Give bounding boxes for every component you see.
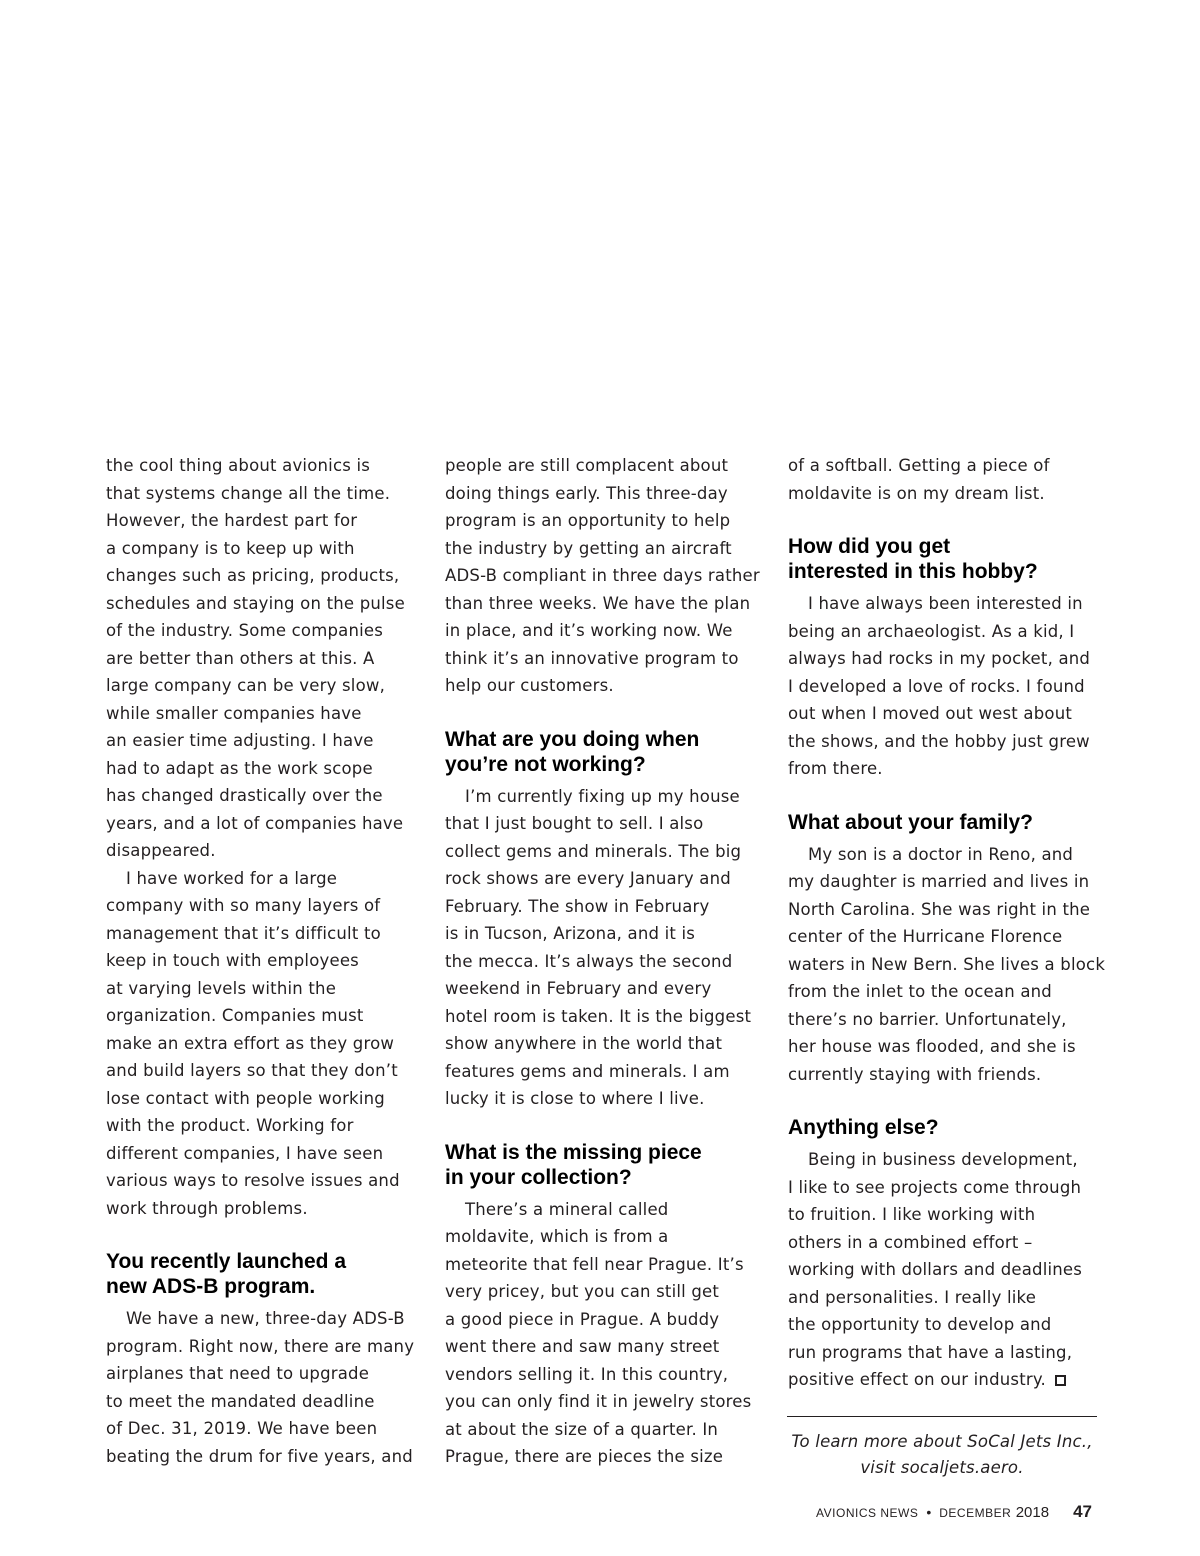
end-mark-square-icon [1055, 1375, 1066, 1386]
text-line: moldavite, which is from a [445, 1227, 669, 1246]
heading-line: How did you get [788, 535, 951, 558]
article-column-3 [788, 452, 1106, 1394]
heading-line: Anything else? [788, 1116, 939, 1139]
text-line: different companies, I have seen [106, 1143, 384, 1163]
text-line: lucky it is close to where I live. [445, 1089, 705, 1108]
text-line: show anywhere in the world that [445, 1034, 723, 1053]
text-line: schedules and staying on the pulse [106, 593, 405, 613]
text-line: currently staying with friends. [788, 1064, 1042, 1084]
text-line: of the industry. Some companies [106, 621, 384, 640]
text-line: center of the Hurricane Florence [788, 927, 1063, 946]
heading-line: in your collection? [445, 1165, 632, 1189]
heading-line: You recently launched a [106, 1250, 347, 1273]
text-line: beating the drum for five years, and [106, 1446, 413, 1466]
bullet-separator: • [926, 1504, 932, 1520]
page-footer [816, 1502, 1092, 1522]
article-column-1 [106, 452, 416, 1470]
text-line: in place, and it’s working now. We [445, 621, 733, 640]
heading-line: interested in this hobby? [788, 560, 1038, 583]
text-line: and build layers so that they don’t [106, 1061, 398, 1080]
text-line: I developed a love of rocks. I found [788, 676, 1085, 696]
text-line: the shows, and the hobby just grew [788, 731, 1090, 751]
text-line: very pricey, but you can still get [445, 1282, 720, 1301]
text-line: has changed drastically over the [106, 786, 383, 805]
text-line: out when I moved out west about [788, 704, 1073, 723]
divider-rule [787, 1416, 1097, 1417]
text-line: a good piece in Prague. A buddy [445, 1309, 720, 1329]
learn-more-line: To learn more about SoCal Jets Inc., [791, 1432, 1093, 1451]
text-line: My son is a doctor in Reno, and [808, 844, 1074, 864]
text-line: vendors selling it. In this country, [445, 1364, 729, 1384]
text-line: and personalities. I really like [788, 1287, 1037, 1307]
learn-more-line: visit socaljets.aero. [860, 1458, 1024, 1477]
text-line: weekend in February and every [445, 979, 712, 998]
page-number: 47 [1073, 1502, 1092, 1521]
section-heading [445, 1140, 757, 1190]
text-line: than three weeks. We have the plan [445, 593, 751, 613]
text-line: had to adapt as the work scope [106, 758, 373, 778]
text-line: program. Right now, there are many [106, 1336, 415, 1356]
text-line: my daughter is married and lives in [788, 872, 1090, 891]
learn-more-note [787, 1429, 1097, 1481]
section-heading [788, 810, 1098, 835]
text-line: a company is to keep up with [106, 538, 355, 558]
text-line: that systems change all the time. [106, 483, 391, 503]
text-line: people are still complacent about [445, 456, 729, 475]
text-line: However, the hardest part for [106, 511, 358, 530]
text-line: with the product. Working for [106, 1116, 354, 1135]
section-heading [106, 1249, 416, 1299]
publication-name: AVIONICS NEWS [816, 1506, 919, 1520]
text-line: at varying levels within the [106, 978, 337, 998]
heading-line: new ADS-B program. [106, 1275, 316, 1298]
text-line: from the inlet to the ocean and [788, 982, 1052, 1001]
text-line: keep in touch with employees [106, 951, 359, 970]
text-line: We have a new, three-day ADS-B [126, 1309, 405, 1328]
text-line: program is an opportunity to help [445, 511, 731, 530]
text-line: the mecca. It’s always the second [445, 951, 733, 971]
text-line: an easier time adjusting. I have [106, 731, 374, 750]
text-line: work through problems. [106, 1198, 308, 1218]
text-line: various ways to resolve issues and [106, 1171, 400, 1190]
text-line: There’s a mineral called [465, 1199, 669, 1219]
text-line: make an extra effort as they grow [106, 1033, 395, 1053]
text-line [788, 1366, 1098, 1394]
heading-line: What about your family? [788, 810, 1034, 834]
text-line: February. The show in February [445, 896, 710, 916]
text-line: large company can be very slow, [106, 676, 386, 695]
text-line: lose contact with people working [106, 1088, 385, 1108]
text-line: help our customers. [445, 676, 614, 695]
heading-line: What is the missing piece [445, 1140, 702, 1164]
article-column-2 [445, 452, 760, 1471]
text-line: airplanes that need to upgrade [106, 1364, 370, 1383]
text-line: always had rocks in my pocket, and [788, 649, 1091, 668]
text-line: hotel room is taken. It is the biggest [445, 1006, 752, 1026]
text-line: while smaller companies have [106, 703, 362, 723]
text-line: at about the size of a quarter. In [445, 1419, 719, 1439]
text-line: meteorite that fell near Prague. It’s [445, 1254, 744, 1274]
text-line: from there. [788, 759, 883, 778]
text-line: to meet the mandated deadline [106, 1391, 375, 1411]
text-line: waters in New Bern. She lives a block [788, 954, 1106, 974]
text-line: years, and a lot of companies have [106, 813, 404, 833]
heading-line: you’re not working? [445, 752, 646, 776]
text-line: run programs that have a lasting, [788, 1342, 1073, 1362]
text-line: there’s no barrier. Unfortunately, [788, 1009, 1067, 1029]
text-line: to fruition. I like working with [788, 1205, 1036, 1224]
text-line: organization. Companies must [106, 1006, 364, 1025]
text-line: the opportunity to develop and [788, 1315, 1052, 1334]
text-line: others in a combined effort – [788, 1232, 1033, 1252]
text-line: North Carolina. She was right in the [788, 899, 1091, 919]
text-line: moldavite is on my dream list. [788, 483, 1045, 503]
text-line: are better than others at this. A [106, 648, 375, 668]
text-line: changes such as pricing, products, [106, 566, 400, 585]
issue-month: DECEMBER [939, 1506, 1012, 1520]
text-line: that I just bought to sell. I also [445, 814, 704, 833]
text-line: rock shows are every January and [445, 869, 731, 888]
text-line: is in Tucson, Arizona, and it is [445, 924, 696, 943]
heading-line: What are you doing when [445, 727, 700, 751]
text-line: I have always been interested in [808, 594, 1083, 613]
section-heading [445, 727, 757, 777]
text-line: working with dollars and deadlines [788, 1260, 1083, 1279]
text-line-content: positive effect on our industry. [788, 1370, 1046, 1389]
text-line: Being in business development, [808, 1150, 1078, 1169]
text-line: the industry by getting an aircraft [445, 538, 732, 558]
issue-year: 2018 [1015, 1504, 1050, 1521]
text-line: doing things early. This three-day [445, 483, 728, 503]
text-line: company with so many layers of [106, 896, 381, 915]
text-line: I like to see projects come through [788, 1177, 1082, 1197]
text-line: collect gems and minerals. The big [445, 841, 742, 861]
text-line: the cool thing about avionics is [106, 456, 371, 475]
text-line: of a softball. Getting a piece of [788, 456, 1050, 475]
section-heading [788, 1115, 1098, 1140]
text-line: I have worked for a large [126, 868, 338, 888]
text-line: features gems and minerals. I am [445, 1061, 730, 1081]
text-line: you can only find it in jewelry stores [445, 1392, 752, 1411]
text-line: disappeared. [106, 841, 216, 860]
text-line: of Dec. 31, 2019. We have been [106, 1419, 378, 1438]
text-line: I’m currently fixing up my house [465, 786, 740, 806]
text-line: being an archaeologist. As a kid, I [788, 621, 1075, 641]
section-heading [788, 534, 1098, 584]
text-line: went there and saw many street [445, 1337, 720, 1356]
text-line: Prague, there are pieces the size [445, 1447, 724, 1466]
text-line: management that it’s difficult to [106, 923, 381, 943]
text-line: think it’s an innovative program to [445, 648, 739, 668]
text-line: ADS-B compliant in three days rather [445, 566, 760, 585]
text-line: her house was flooded, and she is [788, 1037, 1076, 1056]
